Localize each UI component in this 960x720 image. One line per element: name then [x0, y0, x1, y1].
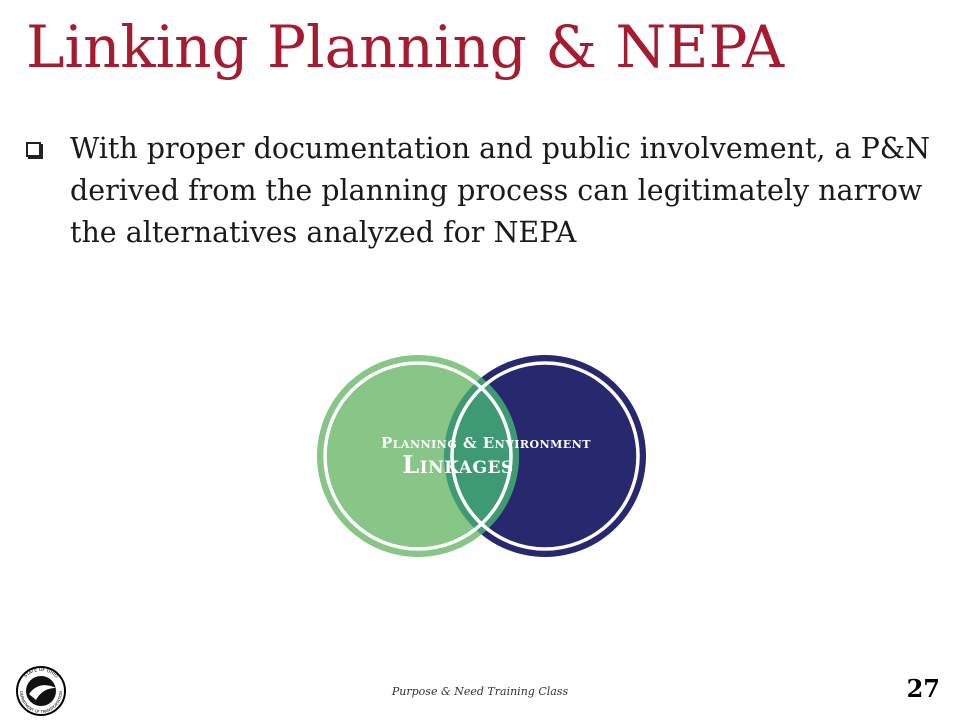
odot-seal-icon [12, 664, 70, 716]
planning-environment-linkages-logo [313, 350, 653, 562]
bullet-item [26, 128, 946, 254]
page-number: 27 [906, 674, 940, 703]
slide-title: Linking Planning & NEPA [26, 13, 785, 81]
seal-text-top: STATE OF OHIO [23, 667, 59, 680]
bullet-text: With proper documentation and public involvement, a P&N derived from the planning process can legitimately narrow the alternatives analyzed for NEPA [70, 132, 931, 249]
footer-course-name: Purpose & Need Training Class [391, 685, 569, 698]
seal-text-bottom: DEPARTMENT OF TRANSPORTATION [18, 691, 64, 715]
logo-line-1: Planning & Environment [381, 434, 591, 452]
logo-line-2: Linkages [402, 450, 514, 479]
checkbox-bullet-icon [26, 142, 41, 157]
